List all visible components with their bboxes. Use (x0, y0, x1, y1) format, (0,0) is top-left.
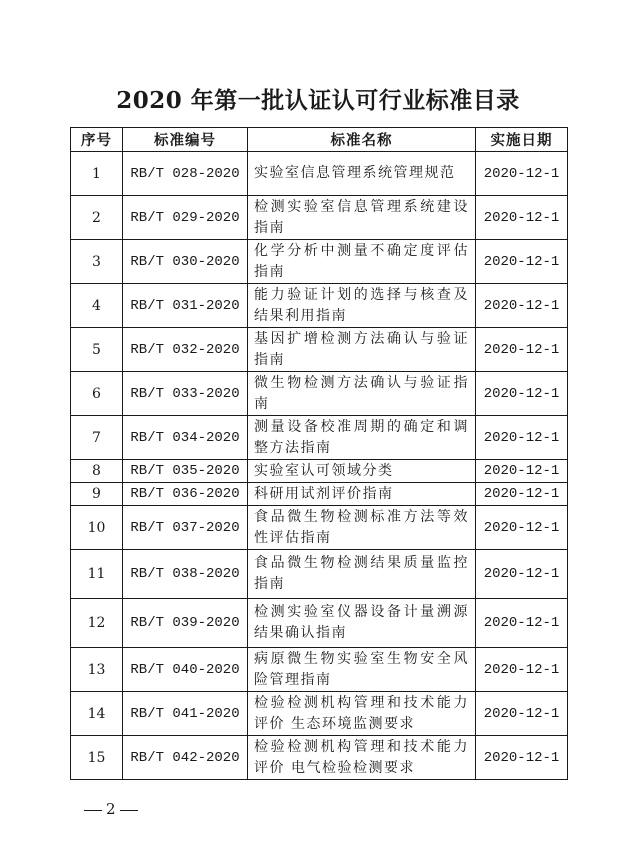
cell-date: 2020-12-1 (476, 506, 568, 550)
cell-no: 2 (71, 196, 123, 240)
cell-code: RB/T 032-2020 (123, 328, 248, 372)
cell-name: 检测实验室信息管理系统建设指南 (248, 196, 476, 240)
cell-no: 9 (71, 483, 123, 506)
cell-name: 化学分析中测量不确定度评估指南 (248, 240, 476, 284)
cell-name: 检验检测机构管理和技术能力评价 电气检验检测要求 (248, 736, 476, 780)
cell-no: 15 (71, 736, 123, 780)
cell-code: RB/T 041-2020 (123, 692, 248, 736)
cell-code: RB/T 031-2020 (123, 284, 248, 328)
table-row (71, 240, 568, 284)
table-row (71, 328, 568, 372)
standards-table (70, 127, 568, 780)
cell-name: 病原微生物实验室生物安全风险管理指南 (248, 648, 476, 692)
header-no: 序号 (71, 128, 123, 152)
table-row (71, 648, 568, 692)
cell-no: 10 (71, 506, 123, 550)
cell-date: 2020-12-1 (476, 240, 568, 284)
cell-code: RB/T 028-2020 (123, 152, 248, 196)
cell-no: 13 (71, 648, 123, 692)
header-date: 实施日期 (476, 128, 568, 152)
cell-code: RB/T 029-2020 (123, 196, 248, 240)
cell-date: 2020-12-1 (476, 460, 568, 483)
cell-name: 能力验证计划的选择与核查及结果利用指南 (248, 284, 476, 328)
cell-no: 6 (71, 372, 123, 416)
cell-name: 基因扩增检测方法确认与验证指南 (248, 328, 476, 372)
table-row (71, 692, 568, 736)
cell-date: 2020-12-1 (476, 736, 568, 780)
header-code: 标准编号 (123, 128, 248, 152)
cell-no: 11 (71, 550, 123, 599)
cell-date: 2020-12-1 (476, 328, 568, 372)
cell-code: RB/T 042-2020 (123, 736, 248, 780)
cell-code: RB/T 033-2020 (123, 372, 248, 416)
cell-name: 食品微生物检测结果质量监控指南 (248, 550, 476, 599)
cell-code: RB/T 040-2020 (123, 648, 248, 692)
cell-name: 食品微生物检测标准方法等效性评估指南 (248, 506, 476, 550)
table-row (71, 284, 568, 328)
cell-name: 实验室信息管理系统管理规范 (248, 152, 476, 196)
cell-date: 2020-12-1 (476, 416, 568, 460)
cell-name: 科研用试剂评价指南 (248, 483, 476, 506)
table-row (71, 152, 568, 196)
cell-date: 2020-12-1 (476, 692, 568, 736)
cell-date: 2020-12-1 (476, 196, 568, 240)
cell-date: 2020-12-1 (476, 483, 568, 506)
cell-date: 2020-12-1 (476, 372, 568, 416)
table-row (71, 599, 568, 648)
cell-name: 检验检测机构管理和技术能力评价 生态环境监测要求 (248, 692, 476, 736)
table-row (71, 196, 568, 240)
page-number-value: 2 (106, 800, 116, 818)
cell-name: 测量设备校准周期的确定和调整方法指南 (248, 416, 476, 460)
header-name: 标准名称 (248, 128, 476, 152)
cell-name: 微生物检测方法确认与验证指南 (248, 372, 476, 416)
table-row (71, 372, 568, 416)
cell-code: RB/T 035-2020 (123, 460, 248, 483)
dash-right (120, 810, 138, 811)
cell-no: 4 (71, 284, 123, 328)
page-number (80, 800, 142, 818)
table-row (71, 506, 568, 550)
cell-code: RB/T 036-2020 (123, 483, 248, 506)
cell-code: RB/T 038-2020 (123, 550, 248, 599)
cell-date: 2020-12-1 (476, 599, 568, 648)
table-row (71, 416, 568, 460)
cell-name: 实验室认可领域分类 (248, 460, 476, 483)
table-row (71, 550, 568, 599)
cell-no: 12 (71, 599, 123, 648)
table-row (71, 460, 568, 483)
cell-code: RB/T 037-2020 (123, 506, 248, 550)
table-row (71, 736, 568, 780)
table-header-row (71, 128, 568, 152)
cell-no: 8 (71, 460, 123, 483)
table-row (71, 483, 568, 506)
cell-no: 14 (71, 692, 123, 736)
cell-code: RB/T 030-2020 (123, 240, 248, 284)
cell-no: 3 (71, 240, 123, 284)
cell-code: RB/T 039-2020 (123, 599, 248, 648)
cell-code: RB/T 034-2020 (123, 416, 248, 460)
cell-date: 2020-12-1 (476, 284, 568, 328)
cell-date: 2020-12-1 (476, 550, 568, 599)
cell-date: 2020-12-1 (476, 648, 568, 692)
dash-left (84, 810, 102, 811)
cell-no: 7 (71, 416, 123, 460)
cell-no: 1 (71, 152, 123, 196)
cell-name: 检测实验室仪器设备计量溯源结果确认指南 (248, 599, 476, 648)
cell-no: 5 (71, 328, 123, 372)
cell-date: 2020-12-1 (476, 152, 568, 196)
page-title: 2020 年第一批认证认可行业标准目录 (116, 87, 520, 114)
